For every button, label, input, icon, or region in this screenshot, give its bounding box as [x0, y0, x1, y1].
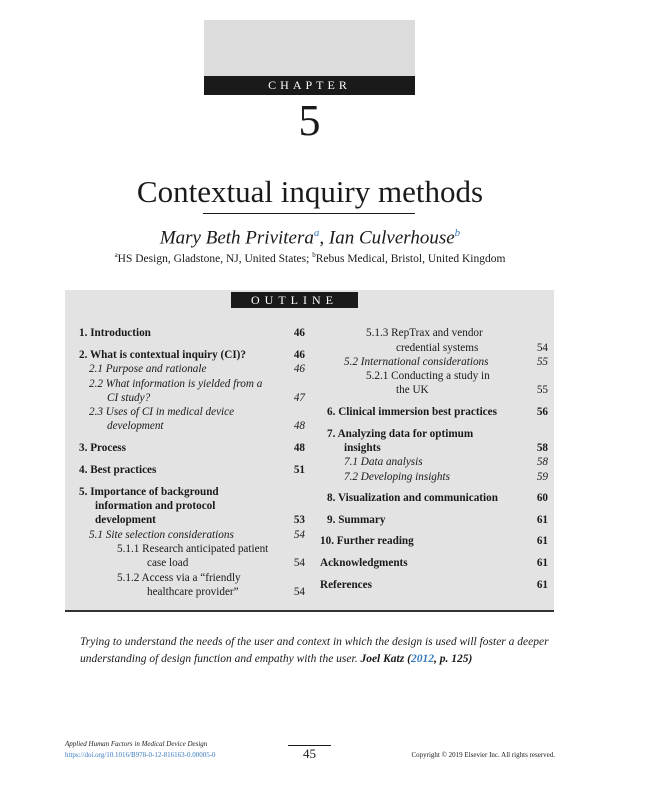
outline-right-entry-page: 61 — [536, 579, 548, 591]
outline-left-entry-page: 54 — [293, 586, 305, 598]
outline-left-entry[interactable] — [79, 528, 305, 542]
outline-right-entry-page: 61 — [536, 535, 548, 547]
affiliation-a: HS Design, Gladstone, NJ, United States; — [117, 252, 313, 265]
outline-left-entry-title: information and protocol — [95, 500, 216, 512]
outline-left-entry-title: healthcare provider” — [147, 586, 239, 598]
outline-left-entry-title: 5.1.1 Research anticipated patient — [117, 543, 269, 555]
affiliations — [0, 247, 620, 267]
outline-left-entry[interactable] — [79, 571, 305, 585]
outline-left-entry-title: 2.1 Purpose and rationale — [89, 363, 207, 375]
outline-right-entry-title: 5.1.3 RepTrax and vendor — [366, 327, 483, 339]
outline-right-entry-page: 60 — [536, 492, 548, 504]
outline-left-entry-title: 1. Introduction — [79, 327, 151, 339]
footer-doi-link[interactable]: https://doi.org/10.1016/B978-0-12-816163-0.00005-0 — [65, 751, 216, 759]
outline-right-entry-page: 54 — [536, 342, 548, 354]
outline-right-entry-title: 6. Clinical immersion best practices — [327, 406, 497, 418]
outline-right-entry-page: 61 — [536, 557, 548, 569]
epigraph-year-link[interactable]: 2012 — [410, 653, 434, 665]
outline-left-entry[interactable] — [79, 405, 305, 419]
outline-right-entry-title: 5.2 International considerations — [344, 356, 489, 368]
author-separator: , — [319, 227, 329, 249]
outline-right-entry[interactable] — [320, 556, 548, 570]
affiliation-a-mark: a — [114, 251, 118, 259]
affiliation-b: Rebus Medical, Bristol, United Kingdom — [315, 252, 506, 265]
outline-left-entry-title: 5.1.2 Access via a “friendly — [117, 572, 241, 584]
outline-right-entry[interactable] — [320, 578, 548, 592]
outline-right-entry-title: 10. Further reading — [320, 535, 414, 547]
outline-left-entry[interactable] — [79, 463, 305, 477]
outline-left-entry-title: case load — [147, 557, 189, 569]
outline-left-entry[interactable] — [79, 513, 305, 527]
outline-right-entry-title: credential systems — [396, 342, 479, 354]
page-number: 45 — [303, 746, 316, 761]
outline-left-entry-page: 53 — [293, 514, 305, 526]
outline-right-entry[interactable] — [320, 534, 548, 548]
outline-right-entry-page: 58 — [536, 456, 548, 468]
outline-left-entry[interactable] — [79, 362, 305, 376]
outline-left-entry[interactable] — [79, 585, 305, 599]
outline-right-entry-title: 8. Visualization and communication — [327, 492, 498, 504]
outline-left-entry[interactable] — [79, 542, 305, 556]
epigraph-page: , p. 125) — [433, 653, 473, 665]
outline-left-entry-page: 51 — [293, 464, 305, 476]
outline-right-entry[interactable] — [320, 427, 548, 441]
chapter-number: 5 — [298, 96, 321, 145]
outline-right-entry-title: 7.2 Developing insights — [344, 471, 450, 483]
outline-right-entry-title: 5.2.1 Conducting a study in — [366, 370, 490, 382]
outline-right-entry[interactable] — [320, 369, 548, 383]
outline-left-entry-page: 48 — [293, 442, 305, 454]
outline-left-entry-page: 46 — [293, 327, 305, 339]
outline-right-entry[interactable] — [320, 355, 548, 369]
outline-left-entry-page: 54 — [293, 557, 305, 569]
outline-right-entry[interactable] — [320, 455, 548, 469]
outline-left-entry[interactable] — [79, 441, 305, 455]
footer-journal: Applied Human Factors in Medical Device Design — [65, 740, 208, 748]
outline-left-entry[interactable] — [79, 326, 305, 340]
outline-right-entry-title: References — [320, 579, 372, 591]
author-1-affiliation-mark[interactable]: a — [313, 227, 320, 239]
outline-right-entry-page: 56 — [536, 406, 548, 418]
outline-left-entry-page: 54 — [293, 529, 305, 541]
outline-right-entry[interactable] — [320, 405, 548, 419]
title-rule — [203, 213, 415, 214]
outline-right-entry-title: the UK — [396, 384, 429, 396]
outline-left-entry-title: development — [107, 420, 164, 432]
outline-right-entry-page: 59 — [536, 471, 548, 483]
outline-left-entry-page: 46 — [293, 363, 305, 375]
outline-right-entry[interactable] — [320, 470, 548, 484]
author-2-affiliation-mark[interactable]: b — [454, 227, 461, 239]
outline-right-entry[interactable] — [320, 326, 548, 340]
outline-left-entry[interactable] — [79, 419, 305, 433]
author-1: Mary Beth Privitera — [159, 227, 314, 249]
outline-left-entry-title: 3. Process — [79, 442, 127, 454]
outline-left-entry-title: 5.1 Site selection considerations — [89, 529, 234, 541]
outline-label: OUTLINE — [231, 292, 358, 308]
outline-left-entry[interactable] — [79, 391, 305, 405]
outline-left-entry-title: 5. Importance of background — [79, 486, 219, 498]
outline-left-entry-title: development — [95, 514, 156, 526]
outline-left-entry-page: 48 — [293, 420, 305, 432]
outline-left-entry[interactable] — [79, 556, 305, 570]
author-2: Ian Culverhouse — [328, 227, 455, 249]
outline-right-entry[interactable] — [320, 491, 548, 505]
affiliation-b-mark: b — [312, 251, 316, 259]
outline-left-entry[interactable] — [79, 499, 305, 513]
outline-right-entry[interactable] — [320, 441, 548, 455]
outline-right-entry-title: 7.1 Data analysis — [344, 456, 423, 468]
epigraph-author: Joel Katz — [360, 653, 405, 665]
outline-left-entry-page: 47 — [293, 392, 305, 404]
outline-right-entry-page: 58 — [536, 442, 548, 454]
outline-left-entry-title: 4. Best practices — [79, 464, 157, 476]
outline-right-entry-title: 7. Analyzing data for optimum — [327, 428, 474, 440]
footer-copyright: Copyright © 2019 Elsevier Inc. All rights reserved. — [411, 751, 555, 759]
chapter-header-block — [204, 20, 415, 76]
outline-right-entry[interactable] — [320, 341, 548, 355]
outline-left-entry-title: CI study? — [107, 392, 151, 404]
outline-right-entry[interactable] — [320, 513, 548, 527]
outline-right-entry-page: 55 — [536, 384, 548, 396]
outline-left-entry[interactable] — [79, 485, 305, 499]
outline-left-entry-page: 46 — [293, 349, 305, 361]
outline-left-entry-title: 2.2 What information is yielded from a — [89, 378, 263, 390]
outline-right-entry[interactable] — [320, 383, 548, 397]
outline-left-entry-title: 2. What is contextual inquiry (CI)? — [79, 349, 246, 361]
outline-left-entry-title: 2.3 Uses of CI in medical device — [89, 406, 235, 418]
outline-right-entry-page: 55 — [536, 356, 548, 368]
outline-left-entry[interactable] — [79, 348, 305, 362]
outline-right-entry-page: 61 — [536, 514, 548, 526]
chapter-label: CHAPTER — [204, 76, 415, 95]
chapter-title: Contextual inquiry methods — [136, 174, 484, 209]
outline-right-entry-title: Acknowledgments — [320, 557, 408, 569]
epigraph — [80, 634, 568, 668]
outline-right-entry-title: 9. Summary — [327, 514, 386, 526]
epigraph-text: Trying to understand the needs of the user and context in which the design is used will foster a deeper understanding of design function and empathy with the user. — [80, 636, 549, 665]
outline-left-entry[interactable] — [79, 377, 305, 391]
epigraph-open: ( — [404, 653, 411, 665]
outline-right-entry-title: insights — [344, 442, 381, 454]
